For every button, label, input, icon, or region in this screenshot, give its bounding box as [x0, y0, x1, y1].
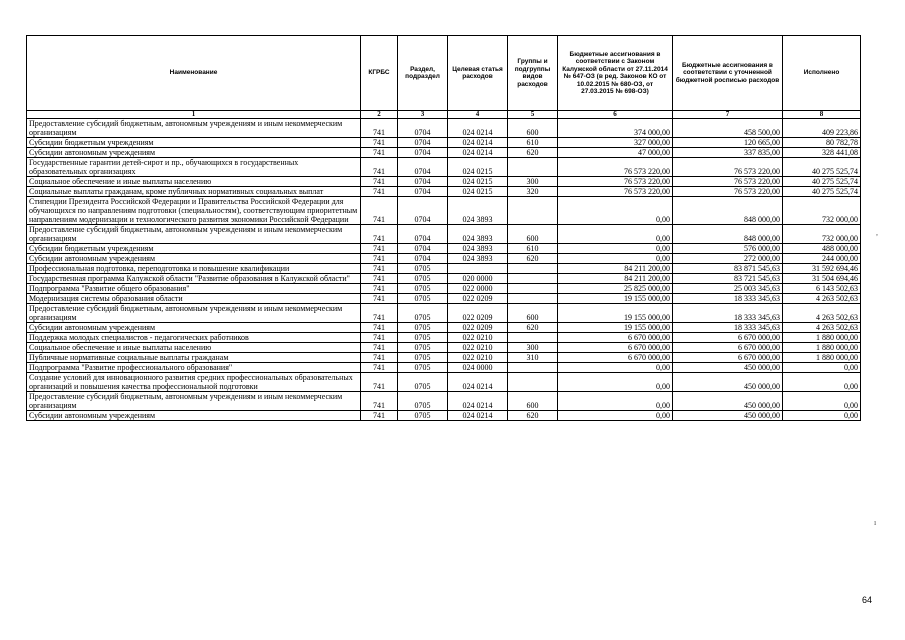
cell-kgrbs: 741	[361, 323, 398, 333]
cell-refined-amount: 450 000,00	[673, 363, 783, 373]
cell-group: 610	[508, 138, 558, 148]
cell-section: 0705	[398, 304, 448, 323]
cell-kgrbs: 741	[361, 158, 398, 177]
cell-kgrbs: 741	[361, 244, 398, 254]
cell-section: 0705	[398, 373, 448, 392]
scan-mark: ,	[876, 228, 878, 237]
cell-executed-amount: 40 275 525,74	[783, 177, 861, 187]
cell-target: 024 0214	[448, 411, 508, 421]
cell-kgrbs: 741	[361, 411, 398, 421]
table-row	[27, 294, 861, 304]
cell-law-amount: 84 211 200,00	[558, 264, 673, 274]
cell-law-amount: 0,00	[558, 254, 673, 264]
cell-law-amount: 84 211 200,00	[558, 274, 673, 284]
cell-section: 0705	[398, 343, 448, 353]
cell-refined-amount: 458 500,00	[673, 119, 783, 138]
cell-refined-amount: 576 000,00	[673, 244, 783, 254]
col-number: 7	[673, 111, 783, 119]
cell-kgrbs: 741	[361, 138, 398, 148]
cell-executed-amount: 732 000,00	[783, 197, 861, 225]
cell-target: 024 0215	[448, 177, 508, 187]
cell-target: 022 0209	[448, 323, 508, 333]
page-number: 64	[862, 595, 873, 605]
cell-name: Субсидии автономным учреждениям	[27, 254, 361, 264]
cell-target: 022 0209	[448, 304, 508, 323]
cell-law-amount: 374 000,00	[558, 119, 673, 138]
cell-name: Субсидии автономным учреждениям	[27, 411, 361, 421]
cell-refined-amount: 6 670 000,00	[673, 353, 783, 363]
cell-refined-amount: 25 003 345,63	[673, 284, 783, 294]
cell-refined-amount: 83 721 545,63	[673, 274, 783, 284]
cell-law-amount: 0,00	[558, 363, 673, 373]
cell-law-amount: 0,00	[558, 373, 673, 392]
cell-target: 024 0214	[448, 119, 508, 138]
table-row	[27, 284, 861, 294]
cell-refined-amount: 450 000,00	[673, 373, 783, 392]
cell-group	[508, 333, 558, 343]
header-executed: Исполнено	[783, 36, 861, 111]
cell-group	[508, 264, 558, 274]
cell-name: Модернизация системы образования области	[27, 294, 361, 304]
cell-name: Социальное обеспечение и иные выплаты населению	[27, 343, 361, 353]
cell-name: Предоставление субсидий бюджетным, автономным учреждениям и иным некоммерческим организациям	[27, 304, 361, 323]
header-refined: Бюджетные ассигнования в соответствии с уточненной бюджетной росписью расходов	[673, 36, 783, 111]
cell-refined-amount: 450 000,00	[673, 392, 783, 411]
cell-section: 0704	[398, 187, 448, 197]
cell-kgrbs: 741	[361, 284, 398, 294]
cell-law-amount: 6 670 000,00	[558, 343, 673, 353]
cell-executed-amount: 488 000,00	[783, 244, 861, 254]
cell-target: 024 0214	[448, 392, 508, 411]
cell-group	[508, 373, 558, 392]
cell-law-amount: 0,00	[558, 392, 673, 411]
header-row	[27, 36, 861, 111]
cell-name: Субсидии бюджетным учреждениям	[27, 244, 361, 254]
cell-target: 024 0214	[448, 138, 508, 148]
cell-section: 0705	[398, 411, 448, 421]
cell-kgrbs: 741	[361, 274, 398, 284]
scan-mark: ı	[874, 518, 877, 527]
cell-group: 620	[508, 323, 558, 333]
cell-kgrbs: 741	[361, 119, 398, 138]
cell-executed-amount: 6 143 502,63	[783, 284, 861, 294]
cell-executed-amount: 1 880 000,00	[783, 353, 861, 363]
cell-law-amount: 0,00	[558, 225, 673, 244]
cell-executed-amount: 31 592 694,46	[783, 264, 861, 274]
cell-section: 0705	[398, 363, 448, 373]
cell-target: 022 0000	[448, 284, 508, 294]
cell-section: 0705	[398, 333, 448, 343]
cell-group: 620	[508, 254, 558, 264]
cell-target: 024 0214	[448, 373, 508, 392]
cell-kgrbs: 741	[361, 353, 398, 363]
cell-law-amount: 25 825 000,00	[558, 284, 673, 294]
cell-refined-amount: 18 333 345,63	[673, 294, 783, 304]
budget-table	[26, 35, 861, 421]
cell-kgrbs: 741	[361, 343, 398, 353]
cell-kgrbs: 741	[361, 294, 398, 304]
cell-group	[508, 197, 558, 225]
cell-section: 0705	[398, 323, 448, 333]
cell-kgrbs: 741	[361, 187, 398, 197]
table-row	[27, 119, 861, 138]
cell-section: 0705	[398, 274, 448, 284]
cell-kgrbs: 741	[361, 264, 398, 274]
cell-refined-amount: 76 573 220,00	[673, 177, 783, 187]
cell-name: Государственные гарантии детей-сирот и пр., обучающихся в государственных образовательных организациях	[27, 158, 361, 177]
cell-name: Публичные нормативные социальные выплаты гражданам	[27, 353, 361, 363]
cell-name: Стипендии Президента Российской Федерации и Правительства Российской Федерации для обучающихся по направлениям подготовки (специальностям), соответствующим приоритетным направлениям модернизации и технологического развития экономики Российской Федерации	[27, 197, 361, 225]
table-row	[27, 244, 861, 254]
cell-section: 0704	[398, 254, 448, 264]
cell-executed-amount: 0,00	[783, 373, 861, 392]
cell-refined-amount: 120 665,00	[673, 138, 783, 148]
cell-kgrbs: 741	[361, 373, 398, 392]
cell-refined-amount: 18 333 345,63	[673, 323, 783, 333]
cell-law-amount: 6 670 000,00	[558, 333, 673, 343]
cell-target: 020 0000	[448, 274, 508, 284]
cell-name: Предоставление субсидий бюджетным, автономным учреждениям и иным некоммерческим организациям	[27, 392, 361, 411]
cell-group: 600	[508, 119, 558, 138]
cell-target: 024 3893	[448, 244, 508, 254]
table-row	[27, 304, 861, 323]
cell-law-amount: 327 000,00	[558, 138, 673, 148]
table-row	[27, 333, 861, 343]
cell-kgrbs: 741	[361, 254, 398, 264]
cell-executed-amount: 80 782,78	[783, 138, 861, 148]
cell-executed-amount: 4 263 502,63	[783, 294, 861, 304]
table-row	[27, 138, 861, 148]
cell-law-amount: 76 573 220,00	[558, 158, 673, 177]
column-number-row	[27, 111, 861, 119]
table-row	[27, 225, 861, 244]
col-number: 8	[783, 111, 861, 119]
cell-section: 0705	[398, 264, 448, 274]
cell-group: 320	[508, 187, 558, 197]
cell-section: 0704	[398, 119, 448, 138]
cell-section: 0705	[398, 284, 448, 294]
cell-name: Субсидии бюджетным учреждениям	[27, 138, 361, 148]
cell-law-amount: 0,00	[558, 197, 673, 225]
cell-refined-amount: 76 573 220,00	[673, 187, 783, 197]
cell-name: Подпрограмма "Развитие общего образования"	[27, 284, 361, 294]
cell-kgrbs: 741	[361, 148, 398, 158]
cell-group	[508, 363, 558, 373]
cell-kgrbs: 741	[361, 177, 398, 187]
cell-name: Профессиональная подготовка, переподготовка и повышение квалификации	[27, 264, 361, 274]
cell-section: 0704	[398, 197, 448, 225]
cell-group: 600	[508, 225, 558, 244]
col-number: 5	[508, 111, 558, 119]
cell-executed-amount: 409 223,86	[783, 119, 861, 138]
cell-kgrbs: 741	[361, 392, 398, 411]
cell-section: 0704	[398, 148, 448, 158]
table-row	[27, 411, 861, 421]
table-row	[27, 373, 861, 392]
cell-target: 024 0214	[448, 148, 508, 158]
cell-kgrbs: 741	[361, 225, 398, 244]
cell-kgrbs: 741	[361, 333, 398, 343]
col-number: 4	[448, 111, 508, 119]
table-row	[27, 177, 861, 187]
cell-name: Социальное обеспечение и иные выплаты населению	[27, 177, 361, 187]
table-row	[27, 158, 861, 177]
cell-section: 0704	[398, 158, 448, 177]
cell-executed-amount: 4 263 502,63	[783, 304, 861, 323]
cell-group	[508, 274, 558, 284]
cell-refined-amount: 848 000,00	[673, 225, 783, 244]
cell-group: 600	[508, 304, 558, 323]
col-number: 6	[558, 111, 673, 119]
cell-target: 024 0000	[448, 363, 508, 373]
cell-name: Создание условий для инновационного развития средних профессиональных образовательных организаций и повышения качества профессиональной подготовки	[27, 373, 361, 392]
cell-name: Подпрограмма "Развитие профессионального образования"	[27, 363, 361, 373]
table-row	[27, 197, 861, 225]
cell-name: Государственная программа Калужской области "Развитие образования в Калужской области"	[27, 274, 361, 284]
table-row	[27, 353, 861, 363]
cell-law-amount: 19 155 000,00	[558, 323, 673, 333]
cell-section: 0704	[398, 138, 448, 148]
cell-refined-amount: 76 573 220,00	[673, 158, 783, 177]
table-row	[27, 392, 861, 411]
cell-group: 620	[508, 411, 558, 421]
cell-target: 022 0209	[448, 294, 508, 304]
table-row	[27, 274, 861, 284]
cell-section: 0704	[398, 244, 448, 254]
table-row	[27, 148, 861, 158]
cell-target: 024 3893	[448, 225, 508, 244]
cell-section: 0705	[398, 294, 448, 304]
cell-target	[448, 264, 508, 274]
cell-group: 600	[508, 392, 558, 411]
cell-target: 024 3893	[448, 197, 508, 225]
cell-group	[508, 284, 558, 294]
cell-kgrbs: 741	[361, 197, 398, 225]
header-target: Целевая статья расходов	[448, 36, 508, 111]
cell-executed-amount: 732 000,00	[783, 225, 861, 244]
cell-executed-amount: 4 263 502,63	[783, 323, 861, 333]
cell-refined-amount: 848 000,00	[673, 197, 783, 225]
cell-refined-amount: 6 670 000,00	[673, 343, 783, 353]
cell-name: Субсидии автономным учреждениям	[27, 148, 361, 158]
cell-section: 0705	[398, 353, 448, 363]
cell-law-amount: 19 155 000,00	[558, 294, 673, 304]
table-row	[27, 264, 861, 274]
cell-refined-amount: 450 000,00	[673, 411, 783, 421]
cell-executed-amount: 0,00	[783, 411, 861, 421]
cell-law-amount: 6 670 000,00	[558, 353, 673, 363]
cell-refined-amount: 6 670 000,00	[673, 333, 783, 343]
table-body	[27, 119, 861, 421]
cell-executed-amount: 40 275 525,74	[783, 187, 861, 197]
header-name: Наименование	[27, 36, 361, 111]
cell-name: Поддержка молодых специалистов - педагогических работников	[27, 333, 361, 343]
cell-name: Предоставление субсидий бюджетным, автономным учреждениям и иным некоммерческим организациям	[27, 225, 361, 244]
cell-group	[508, 158, 558, 177]
cell-law-amount: 76 573 220,00	[558, 187, 673, 197]
cell-target: 022 0210	[448, 333, 508, 343]
cell-law-amount: 19 155 000,00	[558, 304, 673, 323]
cell-target: 024 3893	[448, 254, 508, 264]
cell-kgrbs: 741	[361, 304, 398, 323]
cell-refined-amount: 337 835,00	[673, 148, 783, 158]
cell-refined-amount: 272 000,00	[673, 254, 783, 264]
cell-target: 024 0215	[448, 158, 508, 177]
cell-target: 024 0215	[448, 187, 508, 197]
cell-name: Социальные выплаты гражданам, кроме публичных нормативных социальных выплат	[27, 187, 361, 197]
cell-section: 0704	[398, 177, 448, 187]
cell-law-amount: 76 573 220,00	[558, 177, 673, 187]
cell-executed-amount: 40 275 525,74	[783, 158, 861, 177]
cell-section: 0705	[398, 392, 448, 411]
cell-executed-amount: 244 000,00	[783, 254, 861, 264]
cell-name: Предоставление субсидий бюджетным, автономным учреждениям и иным некоммерческим организациям	[27, 119, 361, 138]
table-row	[27, 254, 861, 264]
cell-target: 022 0210	[448, 343, 508, 353]
cell-group: 620	[508, 148, 558, 158]
col-number: 3	[398, 111, 448, 119]
cell-group: 610	[508, 244, 558, 254]
cell-name: Субсидии автономным учреждениям	[27, 323, 361, 333]
cell-executed-amount: 1 880 000,00	[783, 333, 861, 343]
cell-group: 300	[508, 177, 558, 187]
cell-executed-amount: 0,00	[783, 392, 861, 411]
col-number: 2	[361, 111, 398, 119]
header-kgrbs: КГРБС	[361, 36, 398, 111]
cell-refined-amount: 18 333 345,63	[673, 304, 783, 323]
table-row	[27, 323, 861, 333]
cell-target: 022 0210	[448, 353, 508, 363]
cell-refined-amount: 83 871 545,63	[673, 264, 783, 274]
cell-executed-amount: 1 880 000,00	[783, 343, 861, 353]
col-number: 1	[27, 111, 361, 119]
cell-law-amount: 0,00	[558, 244, 673, 254]
cell-group	[508, 294, 558, 304]
header-groups: Группы и подгруппы видов расходов	[508, 36, 558, 111]
cell-executed-amount: 31 504 694,46	[783, 274, 861, 284]
table-row	[27, 343, 861, 353]
cell-executed-amount: 0,00	[783, 363, 861, 373]
table-row	[27, 187, 861, 197]
cell-law-amount: 47 000,00	[558, 148, 673, 158]
budget-table-sheet	[26, 35, 860, 421]
cell-executed-amount: 328 441,08	[783, 148, 861, 158]
header-law: Бюджетные ассигнования в соответствии с Законом Калужской области от 27.11.2014 № 647-ОЗ (в ред. Законов КО от 10.02.2015 № 680-ОЗ, от 27.03.2015 № 698-ОЗ)	[558, 36, 673, 111]
cell-group: 310	[508, 353, 558, 363]
header-section: Раздел, подраздел	[398, 36, 448, 111]
cell-section: 0704	[398, 225, 448, 244]
cell-kgrbs: 741	[361, 363, 398, 373]
cell-law-amount: 0,00	[558, 411, 673, 421]
table-row	[27, 363, 861, 373]
cell-group: 300	[508, 343, 558, 353]
